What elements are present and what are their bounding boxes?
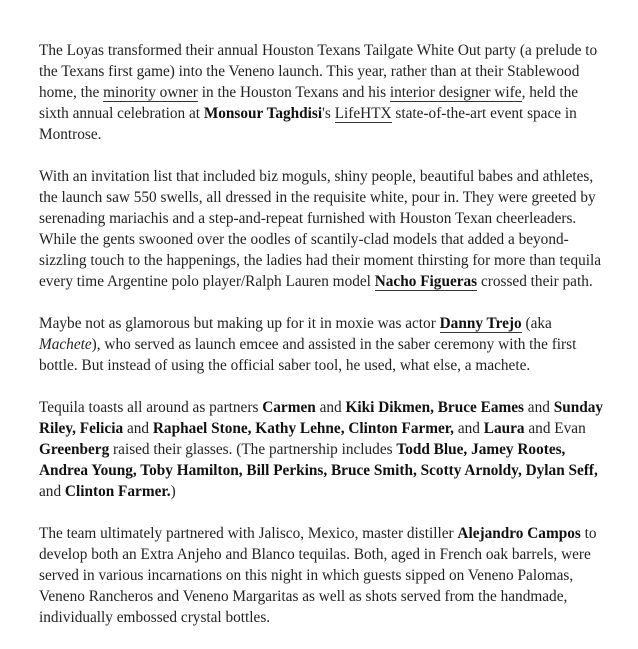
text: The team ultimately partnered with Jalisco, Mexico, master distiller bbox=[39, 525, 458, 542]
person-name: Greenberg bbox=[39, 441, 110, 458]
italic-text: Machete bbox=[39, 336, 92, 353]
paragraph-1 bbox=[39, 40, 605, 145]
text: 's bbox=[322, 105, 335, 122]
text: raised their glasses. (The partnership includes bbox=[109, 441, 397, 458]
article-body bbox=[39, 40, 605, 649]
text: in the Houston Texans and his bbox=[197, 84, 390, 101]
person-name: Carmen bbox=[262, 399, 316, 416]
text: ), who served as launch emcee and assisted in the saber ceremony with the first bottle. But instead of using the official saber tool, he used, what else, a machete. bbox=[39, 336, 577, 374]
paragraph-4 bbox=[39, 397, 605, 502]
text: and bbox=[39, 483, 65, 500]
link-interior-designer-wife[interactable]: interior designer wife bbox=[389, 84, 522, 101]
link-minority-owner[interactable]: minority owner bbox=[103, 84, 198, 101]
person-name: Monsour Taghdisi bbox=[203, 105, 323, 122]
text: and bbox=[523, 399, 554, 416]
text: The Loyas transformed their annual Houston Texans Tailgate White Out party (a prelude to the Texans first game) into the Veneno launch. This year, rather than at their Stablewood home, the bbox=[39, 42, 598, 101]
paragraph-2 bbox=[39, 166, 605, 292]
text: and bbox=[315, 399, 346, 416]
person-name: Sunday Riley, Felicia bbox=[39, 399, 604, 437]
link-lifehtx[interactable]: LifeHTX bbox=[334, 105, 392, 122]
text: Tequila toasts all around as partners bbox=[39, 399, 263, 416]
text: and bbox=[123, 420, 153, 437]
text: and Evan bbox=[524, 420, 586, 437]
text: Maybe not as glamorous but making up for it in moxie was actor bbox=[39, 315, 440, 332]
link-nacho-figueras[interactable]: Nacho Figueras bbox=[374, 273, 478, 290]
text: to develop both an Extra Anjeho and Blanco tequilas. Both, aged in French oak barrels, were served in various incarnations on this night in which guests sipped on Veneno Palomas, Veneno Rancheros and Veneno Margaritas as well as shots served from the handmade, individually embossed crystal bottles. bbox=[39, 525, 597, 626]
person-name: Todd Blue, Jamey Rootes, Andrea Young, Toby Hamilton, Bill Perkins, Bruce Smith, Scotty Arnoldy, Dylan Seff, bbox=[39, 441, 598, 479]
paragraph-5 bbox=[39, 523, 605, 628]
text: crossed their path. bbox=[477, 273, 593, 290]
person-name: Clinton Farmer. bbox=[64, 483, 171, 500]
text: state-of-the-art event space in Montrose. bbox=[39, 105, 577, 143]
text: and bbox=[454, 420, 484, 437]
text: ) bbox=[170, 483, 176, 500]
person-name: Kiki Dikmen, Bruce Eames bbox=[345, 399, 524, 416]
text: , held the sixth annual celebration at bbox=[39, 84, 579, 122]
person-name: Laura bbox=[483, 420, 525, 437]
paragraph-3 bbox=[39, 313, 605, 376]
link-danny-trejo[interactable]: Danny Trejo bbox=[439, 315, 522, 332]
person-name: Alejandro Campos bbox=[457, 525, 581, 542]
person-name: Raphael Stone, Kathy Lehne, Clinton Farmer, bbox=[152, 420, 455, 437]
text: With an invitation list that included biz moguls, shiny people, beautiful babes and athletes, the launch saw 550 swells, all dressed in the requisite white, pour in. They were greeted by serenading mariachis and a step-and-repeat furnished with Houston Texan cheerleaders. While the gents swooned over the oodles of scantily-clad models that added a beyond-sizzling touch to the happenings, the ladies had their moment thirsting for more than tequila every time Argentine polo player/Ralph Lauren model bbox=[39, 168, 602, 290]
text: (aka bbox=[521, 315, 552, 332]
